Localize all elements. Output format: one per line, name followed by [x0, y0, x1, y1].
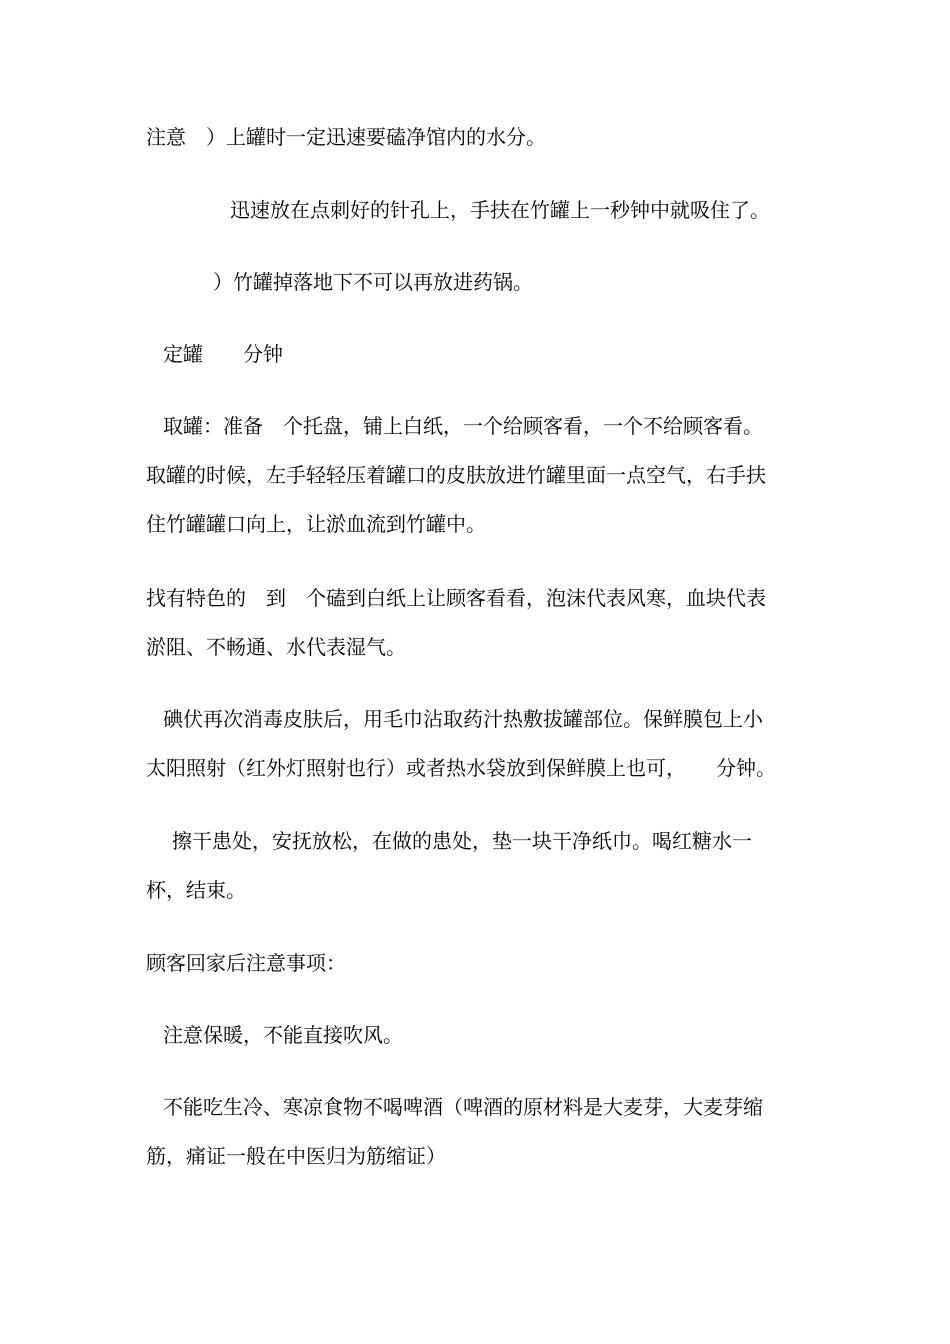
- paragraph-line: 住竹罐罐口向上，让淤血流到竹罐中。: [146, 512, 486, 536]
- paragraph-line: 找有特色的 到 个磕到白纸上让顾客看看，泡沫代表风寒，血块代表: [146, 586, 766, 610]
- paragraph-line: 杯，结束。: [146, 878, 246, 902]
- paragraph-line: 不能吃生冷、寒凉食物不喝啤酒（啤酒的原材料是大麦芽，大麦芽缩: [163, 1095, 763, 1119]
- paragraph-line: 注意 ）上罐时一定迅速要磕净馆内的水分。: [146, 125, 546, 149]
- paragraph-line: 定罐 分钟: [163, 342, 283, 366]
- paragraph-line: 擦干患处，安抚放松，在做的患处，垫一块干净纸巾。喝红糖水一: [172, 829, 752, 853]
- paragraph-line: 取罐的时候，左手轻轻压着罐口的皮肤放进竹罐里面一点空气，右手扶: [146, 463, 766, 487]
- paragraph-line: 淤阻、不畅通、水代表湿气。: [146, 635, 406, 659]
- paragraph-line: 迅速放在点刺好的针孔上，手扶在竹罐上一秒钟中就吸住了。: [230, 198, 770, 222]
- paragraph-line: ）竹罐掉落地下不可以再放进药锅。: [213, 270, 533, 294]
- paragraph-line: 顾客回家后注意事项：: [146, 951, 346, 975]
- paragraph-line: 取罐：准备 个托盘，铺上白纸，一个给顾客看，一个不给顾客看。: [163, 414, 763, 438]
- paragraph-line: 注意保暖，不能直接吹风。: [163, 1023, 403, 1047]
- paragraph-line: 筋，痛证一般在中医归为筋缩证）: [146, 1144, 446, 1168]
- paragraph-line: 碘伏再次消毒皮肤后，用毛巾沾取药汁热敷拔罐部位。保鲜膜包上小: [163, 707, 763, 731]
- paragraph-line: 太阳照射（红外灯照射也行）或者热水袋放到保鲜膜上也可， 分钟。: [146, 756, 776, 780]
